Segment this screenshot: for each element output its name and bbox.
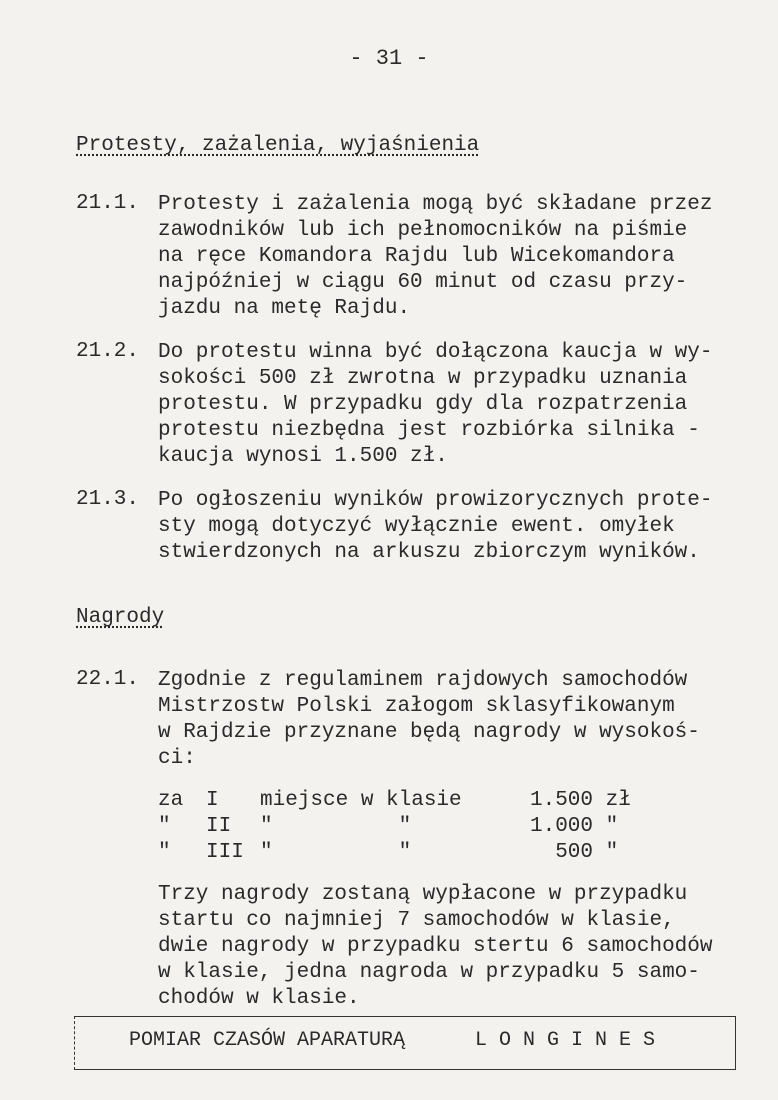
prize-prefix: " (158, 841, 171, 864)
prize-amount: 1.500 zł (530, 789, 631, 812)
text-line: ci: (158, 747, 196, 770)
prize-prefix: " (158, 815, 171, 838)
text-line: protestu niezbędna jest rozbiórka silnika - (158, 419, 700, 442)
text-line: Po ogłoszeniu wyników prowizorycznych prote- (158, 489, 713, 512)
paragraph-text (158, 192, 768, 322)
text-line: protestu. W przypadku gdy dla rozpatrzenia (158, 393, 688, 416)
prize-row (158, 788, 678, 814)
prize-amount: 1.000 " (530, 815, 619, 838)
text-line: Zgodnie z regulaminem rajdowych samochodów (158, 669, 688, 692)
paragraph-number: 21.3. (76, 488, 140, 511)
text-line: w Rajdzie przyznane będą nagrody w wysokoś- (158, 721, 700, 744)
prize-table (158, 788, 678, 866)
prize-row (158, 814, 678, 840)
text-line: kaucja wynosi 1.500 zł. (158, 445, 448, 468)
footer-box (74, 1016, 736, 1070)
text-line: stwierdzonych na arkuszu zbiorczym wyników. (158, 541, 700, 564)
page-number: - 31 - (349, 46, 429, 71)
text-line: zawodników lub ich pełnomocników na piśmie (158, 219, 688, 242)
paragraph-text (158, 882, 768, 1012)
text-line: Mistrzostw Polski załogom sklasyfikowanym (158, 695, 675, 718)
prize-row (158, 840, 678, 866)
text-line: jazdu na metę Rajdu. (158, 297, 411, 320)
text-line: sty mogą dotyczyć wyłącznie ewent. omyłek (158, 515, 675, 538)
prize-label: miejsce w klasie (260, 789, 462, 812)
text-line: Do protestu winna być dołączona kaucja w wy- (158, 341, 713, 364)
text-line: Trzy nagrody zostaną wypłacone w przypadku (158, 883, 688, 906)
prize-place: II (206, 815, 232, 838)
text-line: najpóźniej w ciągu 60 minut od czasu przy- (158, 271, 688, 294)
prize-prefix: za (158, 789, 184, 812)
paragraph-number: 21.1. (76, 192, 140, 215)
text-line: dwie nagrody w przypadku stertu 6 samochodów (158, 935, 713, 958)
paragraph-text (158, 340, 768, 470)
paragraph-number: 22.1. (76, 668, 140, 691)
prize-place: I (206, 789, 219, 812)
section-heading-prizes: Nagrody (76, 606, 165, 629)
text-line: startu co najmniej 7 samochodów w klasie, (158, 909, 675, 932)
prize-label: " " (260, 841, 412, 864)
footer-brand: LONGINES (475, 1029, 668, 1052)
prize-label: " " (260, 815, 412, 838)
paragraph-text (158, 668, 768, 772)
footer-text: POMIAR CZASÓW APARATURĄ (129, 1029, 406, 1052)
text-line: na ręce Komandora Rajdu lub Wicekomandora (158, 245, 675, 268)
prize-amount: 500 " (530, 841, 619, 864)
paragraph-text (158, 488, 768, 566)
text-line: sokości 500 zł zwrotna w przypadku uznania (158, 367, 688, 390)
section-heading-protests: Protesty, zażalenia, wyjaśnienia (76, 134, 480, 157)
text-line: w klasie, jedna nagroda w przypadku 5 samo- (158, 961, 700, 984)
prize-place: III (206, 841, 244, 864)
paragraph-number: 21.2. (76, 340, 140, 363)
text-line: Protesty i zażalenia mogą być składane przez (158, 193, 713, 216)
text-line: chodów w klasie. (158, 987, 360, 1010)
